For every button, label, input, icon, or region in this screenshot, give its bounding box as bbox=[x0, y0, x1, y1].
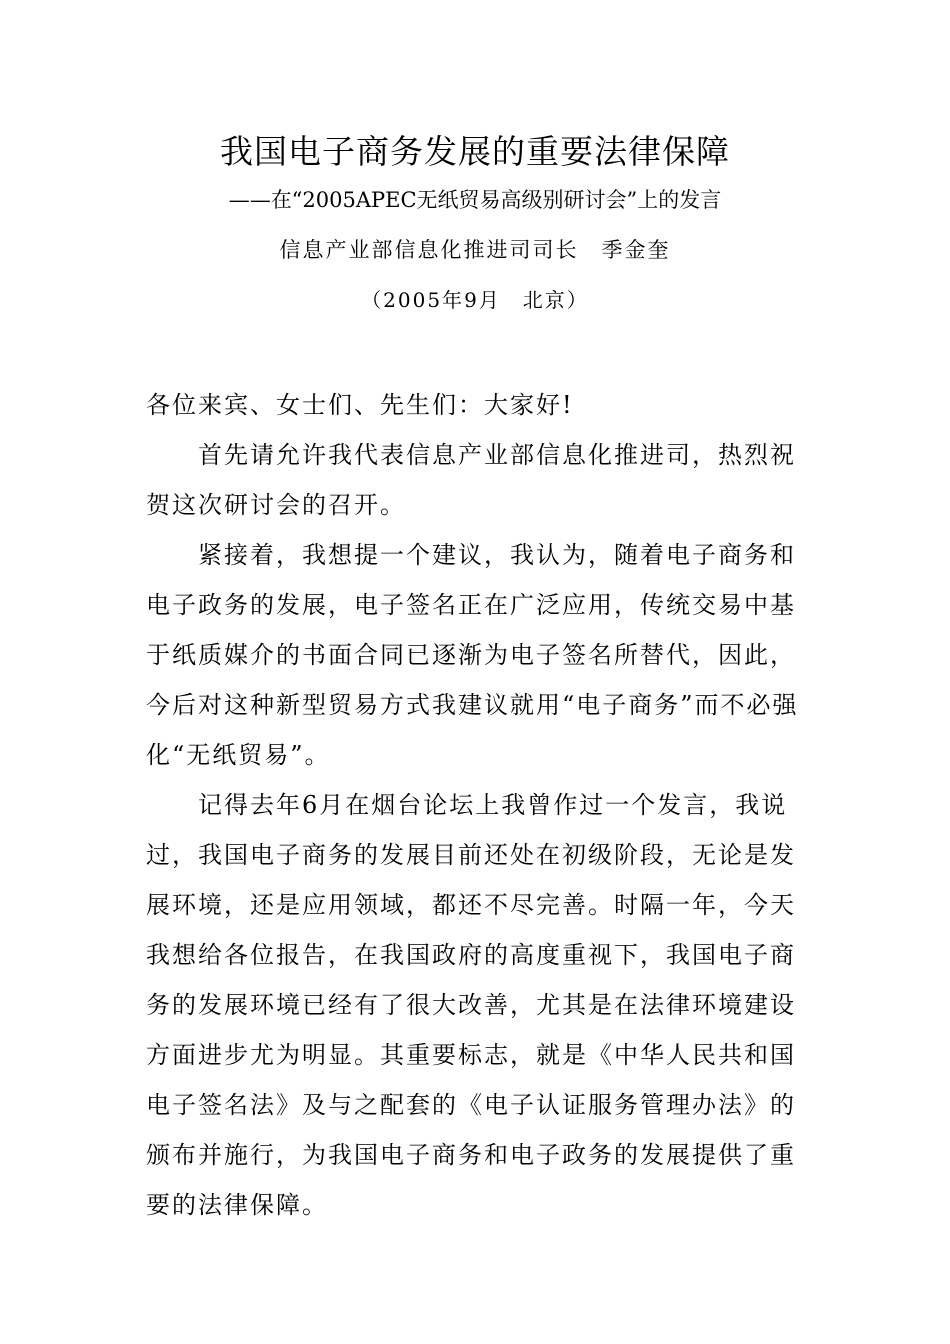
greeting-paragraph: 各位来宾、女士们、先生们：大家好! bbox=[146, 391, 574, 419]
speech-body bbox=[146, 380, 818, 1230]
date-location-line: （2005年9月 北京） bbox=[361, 288, 589, 312]
document-title: 我国电子商务发展的重要法律保障 bbox=[220, 132, 730, 171]
author-line: 信息产业部信息化推进司司长 季金奎 bbox=[279, 238, 671, 262]
document-subtitle: ——在“2005APEC无纸贸易高级别研讨会”上的发言 bbox=[228, 188, 722, 212]
paragraph-congratulations: 首先请允许我代表信息产业部信息化推进司，热烈祝贺这次研讨会的召开。 bbox=[146, 441, 796, 519]
paragraph-legal-progress: 记得去年6月在烟台论坛上我曾作过一个发言，我说过，我国电子商务的发展目前还处在初级阶段，无论是发展环境，还是应用领域，都还不尽完善。时隔一年，今天我想给各位报告，在我国政府的高度重视下，我国电子商务的发展环境已经有了很大改善，尤其是在法律环境建设方面进步尤为明显。其重要标志，就是《中华人民共和国电子签名法》及与之配套的《电子认证服务管理办法》的颁布并施行，为我国电子商务和电子政务的发展提供了重要的法律保障。 bbox=[146, 791, 796, 1219]
paragraph-suggestion: 紧接着，我想提一个建议，我认为，随着电子商务和电子政务的发展，电子签名正在广泛应用，传统交易中基于纸质媒介的书面合同已逐渐为电子签名所替代，因此，今后对这种新型贸易方式我建议就用“电子商务”而不必强化“无纸贸易”。 bbox=[146, 541, 799, 769]
